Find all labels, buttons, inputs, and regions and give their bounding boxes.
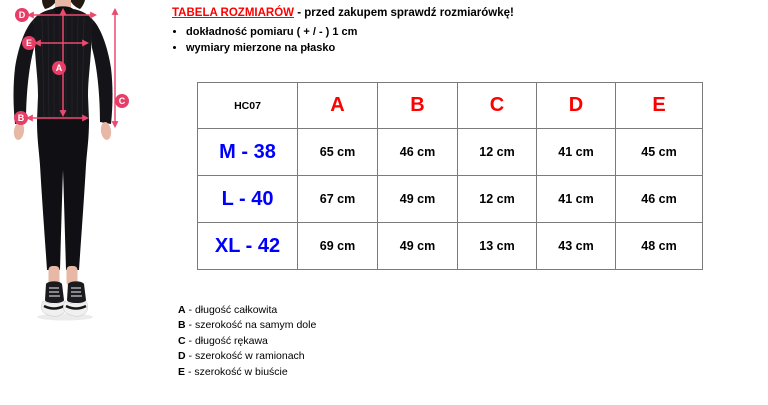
note-flat-measure: • wymiary mierzone na płasko [186,41,732,56]
legend-label: szerokość na samym dole [194,319,317,332]
cell-m-b: 46 cm [378,129,458,176]
sweater-left-sleeve [14,20,35,124]
sweater-right-sleeve [92,20,113,124]
legend-key: A [178,304,186,316]
cell-m-e: 45 cm [616,129,703,176]
legend-key: B [178,319,186,332]
product-code: HC07 [198,83,298,129]
model-photo [0,0,170,360]
page-title [172,6,732,20]
size-table-title: TABELA ROZMIARÓW [172,7,295,19]
marker-b-label: B [17,113,25,124]
column-header-d: D [537,83,616,129]
floor-shadow [37,314,93,321]
marker-d-label: D [18,10,26,21]
cell-xl-c: 13 cm [458,223,537,270]
cell-xl-b: 49 cm [378,223,458,270]
size-table-header-row [198,83,703,129]
column-header-c: C [458,83,537,129]
legend-item-a [178,303,316,318]
column-header-a: A [298,83,378,129]
marker-a-label: A [55,63,63,74]
cell-l-c: 12 cm [458,176,537,223]
legend-separator: - [187,365,192,378]
size-label-l: L - 40 [198,176,298,223]
left-sneaker [41,281,65,316]
right-sneaker [63,281,87,316]
right-hand [100,121,112,140]
header [172,6,732,57]
legend-label: szerokość w ramionach [194,350,305,363]
size-label-xl: XL - 42 [198,223,298,270]
cell-l-a: 67 cm [298,176,378,223]
cell-xl-e: 48 cm [616,223,703,270]
legend-label: długość rękawa [194,334,268,347]
table-row-xl [198,223,703,270]
legend-separator: - [188,334,193,347]
marker-e-label: E [25,38,33,49]
cell-m-c: 12 cm [458,129,537,176]
cell-l-d: 41 cm [537,176,616,223]
notes-list [186,25,732,56]
legend-key: C [178,334,186,347]
table-row-m [198,129,703,176]
cell-xl-a: 69 cm [298,223,378,270]
legend-key: E [178,365,186,378]
legend-item-d [178,349,316,364]
cell-m-d: 41 cm [537,129,616,176]
cell-m-a: 65 cm [298,129,378,176]
legend-label: szerokość w biuście [194,365,288,378]
cell-l-b: 49 cm [378,176,458,223]
size-table-subtitle: - przed zakupem sprawdź rozmiarówkę! [294,7,514,19]
model-figure-graphic [0,0,170,360]
legend-item-e [178,365,316,380]
column-header-e: E [616,83,703,129]
note-accuracy: • dokładność pomiaru ( + / - ) 1 cm [186,25,732,40]
measurement-legend [178,303,316,380]
cell-l-e: 46 cm [616,176,703,223]
legend-item-b [178,318,316,333]
legend-label: długość całkowita [194,304,278,316]
cell-xl-d: 43 cm [537,223,616,270]
leggings [37,120,89,270]
legend-key: D [178,350,186,363]
table-row-l [198,176,703,223]
legend-separator: - [188,350,193,363]
size-label-m: M - 38 [198,129,298,176]
marker-c-label: C [118,96,126,107]
column-header-b: B [378,83,458,129]
size-table [197,82,703,270]
legend-item-c [178,334,316,349]
legend-separator: - [188,304,193,316]
legend-separator: - [188,319,193,332]
